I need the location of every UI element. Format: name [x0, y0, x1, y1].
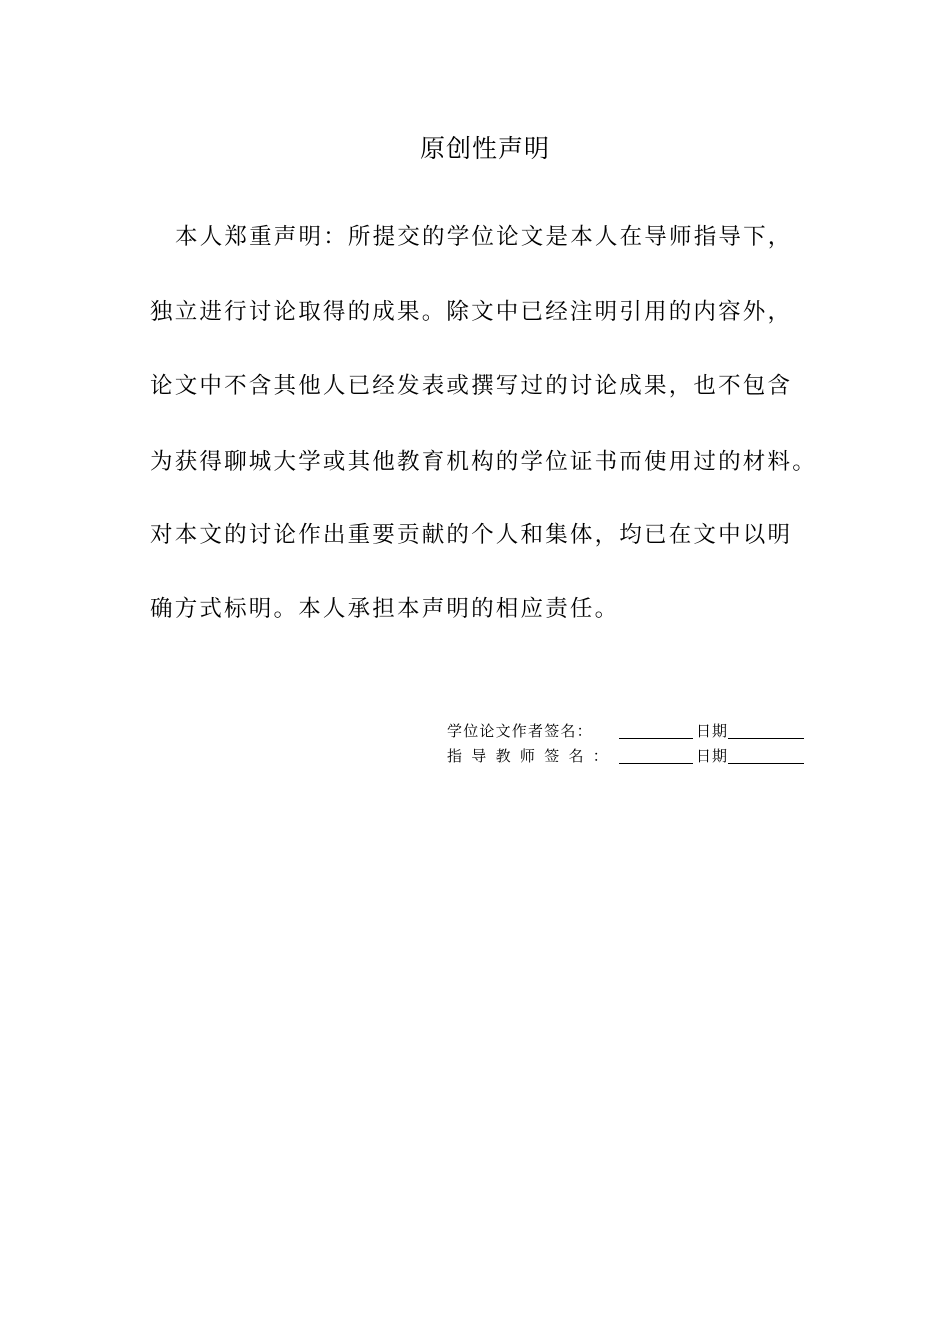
- paragraph-line-2: 独立进行讨论取得的成果。除文中已经注明引用的内容外，: [150, 299, 793, 325]
- author-date-blank[interactable]: [728, 722, 804, 739]
- advisor-signature-label: 指导教师签名：: [447, 747, 618, 765]
- paragraph-line-1: 本人郑重声明：所提交的学位论文是本人在导师指导下，: [175, 224, 793, 250]
- paragraph-line-5: 对本文的讨论作出重要贡献的个人和集体，均已在文中以明: [150, 522, 793, 548]
- paragraph-line-4: 为获得聊城大学或其他教育机构的学位证书而使用过的材料。: [150, 449, 817, 475]
- page-title: 原创性声明: [419, 134, 550, 163]
- author-signature-label: 学位论文作者签名：: [447, 722, 593, 740]
- advisor-signature-row: [447, 745, 804, 767]
- author-signature-row: [447, 720, 804, 742]
- paragraph-line-3: 论文中不含其他人已经发表或撰写过的讨论成果，也不包含: [150, 373, 793, 399]
- advisor-signature-blank[interactable]: [619, 747, 693, 764]
- advisor-date-label: 日期: [696, 747, 729, 765]
- advisor-date-blank[interactable]: [728, 747, 804, 764]
- author-signature-blank[interactable]: [619, 722, 693, 739]
- author-date-label: 日期: [696, 722, 729, 740]
- paragraph-line-6: 确方式标明。本人承担本声明的相应责任。: [150, 596, 620, 622]
